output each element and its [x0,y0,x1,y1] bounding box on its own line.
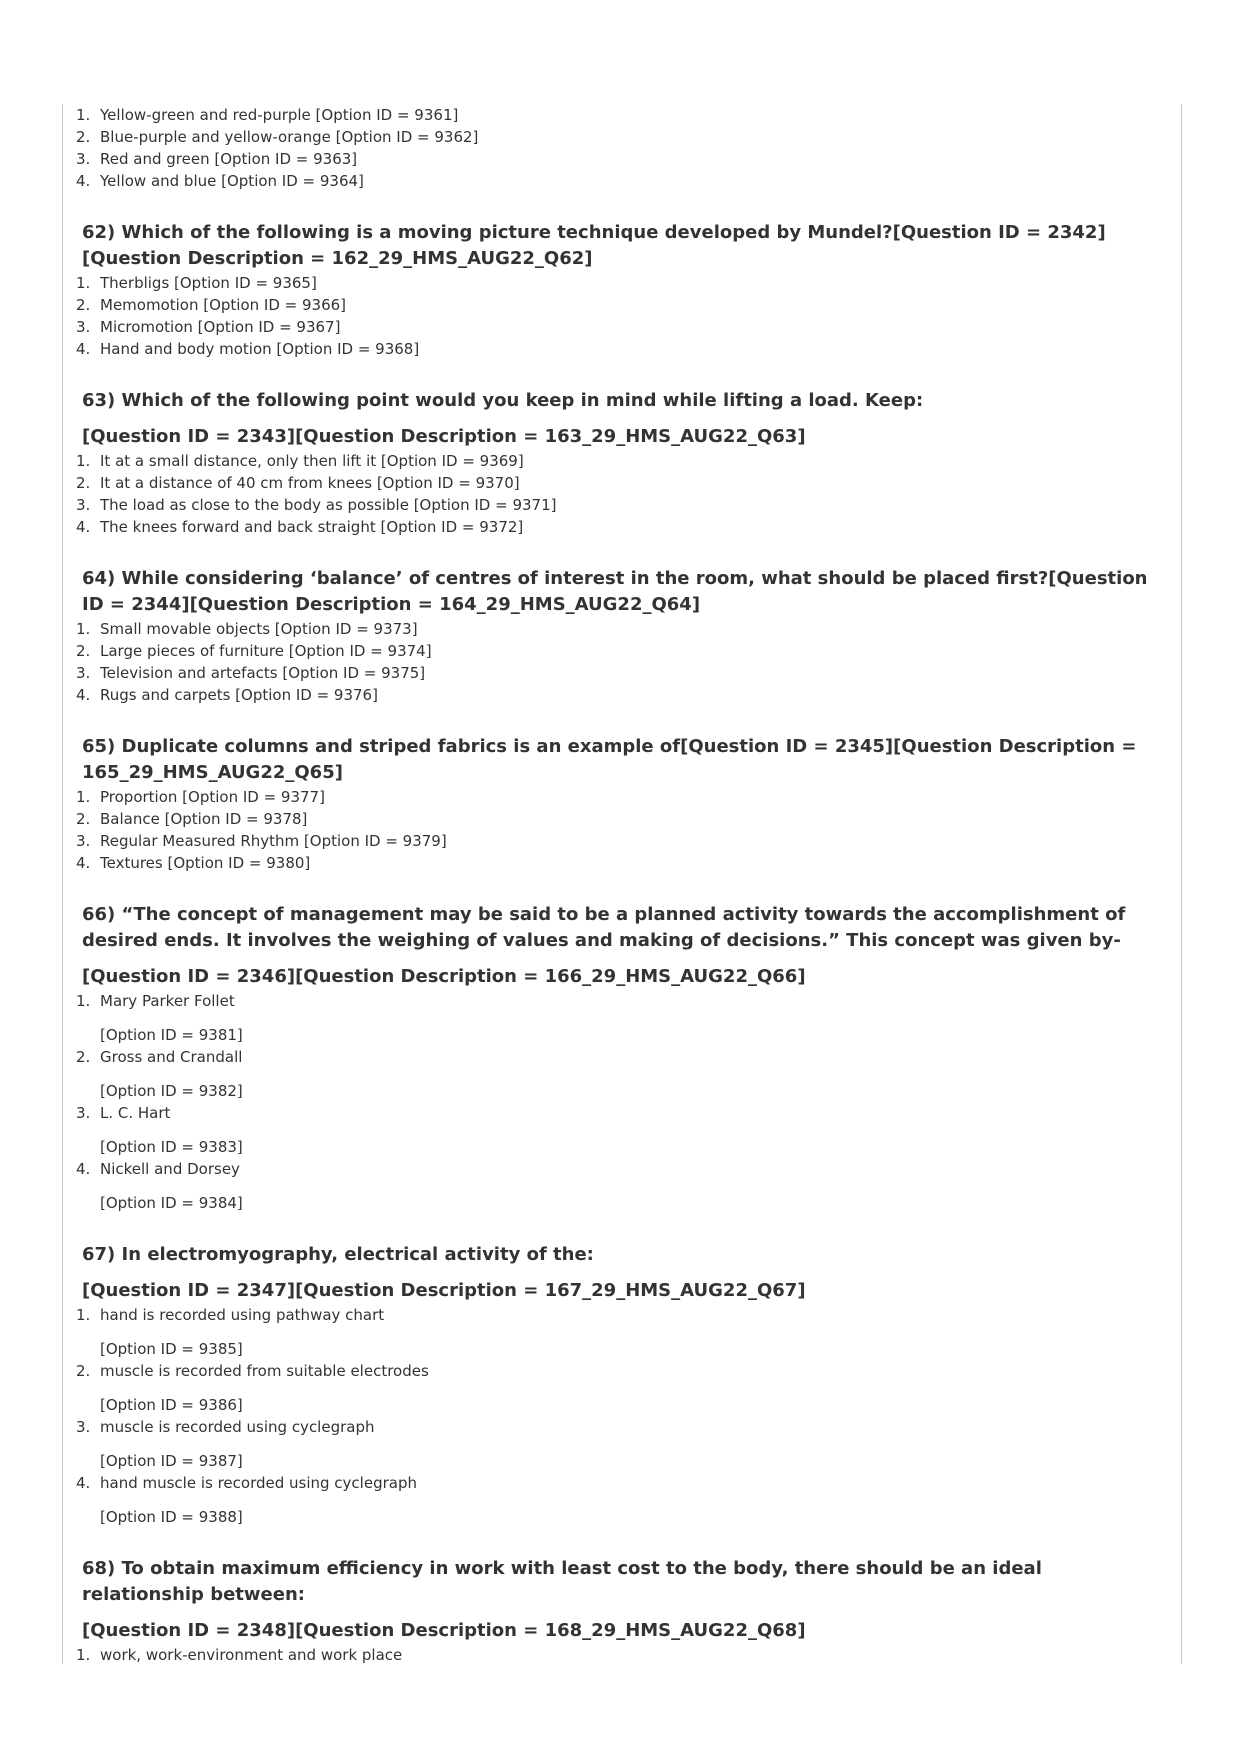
option-4-id: [Option ID = 9384] [100,1194,243,1212]
question-id-line: [Question ID = 2347][Question Description = 167_29_HMS_AUG22_Q67] [82,1280,806,1301]
option-4: 4. Rugs and carpets [Option ID = 9376] [76,686,378,704]
option-1: 1. work, work-environment and work place [76,1646,403,1664]
question-paper-page [76,104,1166,1666]
question-64 [76,566,1166,706]
option-3: 3. The load as close to the body as possible [Option ID = 9371] [76,496,557,514]
question-text: 63) Which of the following point would you keep in mind while lifting a load. Keep: [82,390,924,411]
option-1: 1. Small movable objects [Option ID = 9373] [76,620,418,638]
option-4: 4. Nickell and Dorsey [76,1160,240,1178]
question-68 [76,1556,1166,1666]
question-63 [76,388,1166,538]
option-2-id: [Option ID = 9386] [100,1396,243,1414]
right-margin-rule [1181,104,1182,1664]
option-1: 1. It at a small distance, only then lift it [Option ID = 9369] [76,452,524,470]
question-text: 65) Duplicate columns and striped fabrics is an example of[Question ID = 2345][Question Description = 165_29_HMS_AUG22_Q65] [82,736,1137,783]
option-4: 4. hand muscle is recorded using cyclegraph [76,1474,417,1492]
option-3: 3. Red and green [Option ID = 9363] [76,150,358,168]
question-text: 66) “The concept of management may be said to be a planned activity towards the accomplishment of desired ends. It involves the weighing of values and making of decisions.” This concept was given by- [82,904,1126,951]
option-1-id: [Option ID = 9385] [100,1340,243,1358]
option-4: 4. Hand and body motion [Option ID = 9368] [76,340,420,358]
option-4-id: [Option ID = 9388] [100,1508,243,1526]
question-id-line: [Question ID = 2348][Question Description = 168_29_HMS_AUG22_Q68] [82,1620,806,1641]
option-3: 3. Regular Measured Rhythm [Option ID = 9379] [76,832,447,850]
option-3: 3. L. C. Hart [76,1104,171,1122]
option-1: 1. Proportion [Option ID = 9377] [76,788,325,806]
option-2-id: [Option ID = 9382] [100,1082,243,1100]
option-2: 2. Balance [Option ID = 9378] [76,810,308,828]
question-66 [76,902,1166,1214]
question-67 [76,1242,1166,1528]
option-2: 2. muscle is recorded from suitable electrodes [76,1362,429,1380]
option-3-id: [Option ID = 9387] [100,1452,243,1470]
left-margin-rule [62,104,63,1664]
option-2: 2. Gross and Crandall [76,1048,243,1066]
option-1: 1. Yellow-green and red-purple [Option ID = 9361] [76,106,459,124]
question-text: 67) In electromyography, electrical activity of the: [82,1244,594,1265]
question-61-options [76,104,1166,192]
question-text: 64) While considering ‘balance’ of centres of interest in the room, what should be placed first?[Question ID = 2344][Question Description = 164_29_HMS_AUG22_Q64] [82,568,1148,615]
option-4: 4. Yellow and blue [Option ID = 9364] [76,172,364,190]
option-4: 4. Textures [Option ID = 9380] [76,854,311,872]
option-4: 4. The knees forward and back straight [Option ID = 9372] [76,518,524,536]
question-text: 62) Which of the following is a moving picture technique developed by Mundel?[Question ID = 2342][Question Description = 162_29_HMS_AUG22_Q62] [82,222,1106,269]
question-id-line: [Question ID = 2343][Question Description = 163_29_HMS_AUG22_Q63] [82,426,806,447]
option-2: 2. It at a distance of 40 cm from knees [Option ID = 9370] [76,474,520,492]
option-2: 2. Memomotion [Option ID = 9366] [76,296,347,314]
option-3: 3. Micromotion [Option ID = 9367] [76,318,341,336]
option-3: 3. Television and artefacts [Option ID = 9375] [76,664,426,682]
question-id-line: [Question ID = 2346][Question Description = 166_29_HMS_AUG22_Q66] [82,966,806,987]
option-3: 3. muscle is recorded using cyclegraph [76,1418,375,1436]
option-2: 2. Large pieces of furniture [Option ID = 9374] [76,642,432,660]
question-text: 68) To obtain maximum efficiency in work with least cost to the body, there should be an ideal relationship between: [82,1558,1042,1605]
option-1-id: [Option ID = 9381] [100,1026,243,1044]
option-1: 1. Therbligs [Option ID = 9365] [76,274,317,292]
option-2: 2. Blue-purple and yellow-orange [Option ID = 9362] [76,128,479,146]
option-1: 1. Mary Parker Follet [76,992,235,1010]
question-65 [76,734,1166,874]
option-1: 1. hand is recorded using pathway chart [76,1306,385,1324]
option-3-id: [Option ID = 9383] [100,1138,243,1156]
question-62 [76,220,1166,360]
